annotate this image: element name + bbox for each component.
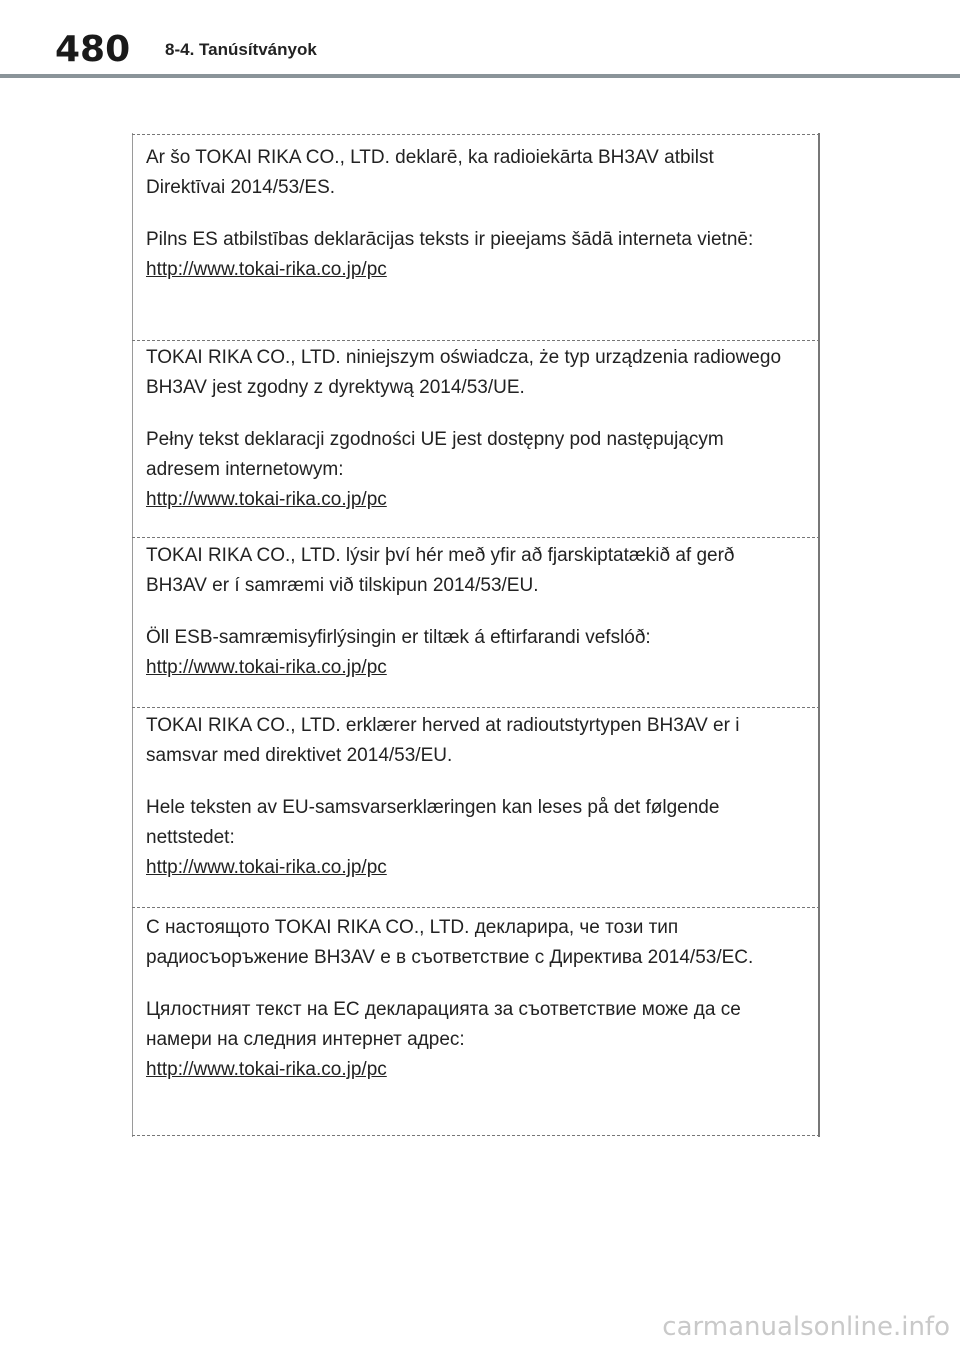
page-header: [0, 0, 960, 80]
panel-top-divider: [132, 134, 820, 135]
block-divider: [132, 707, 820, 708]
declaration-availability: Pilns ES atbilstības deklarācijas teksts ir pieejams šādā interneta vietnē:: [146, 229, 754, 250]
declaration-availability: Hele teksten av EU-samsvarserklæringen kan leses på det følgende nettstedet:: [146, 797, 720, 848]
declaration-block-no: [146, 711, 796, 883]
declaration-statement: Ar šo TOKAI RIKA CO., LTD. deklarē, ka radioiekārta BH3AV atbilst Direktīvai 2014/53/ES.: [146, 147, 714, 198]
declaration-url[interactable]: http://www.tokai-rika.co.jp/pc: [146, 657, 387, 678]
declaration-statement: TOKAI RIKA CO., LTD. erklærer herved at radioutstyrtypen BH3AV er i samsvar med direktivet 2014/53/EU.: [146, 715, 740, 766]
declaration-availability: Цялостният текст на ЕС декларацията за съответствие може да се намери на следния интернет адрес:: [146, 999, 741, 1050]
declaration-statement: С настоящото TOKAI RIKA CO., LTD. декларира, че този тип радиосъоръжение BH3AV е в съответствие с Директива 2014/53/ЕС.: [146, 917, 754, 968]
declaration-block-is: [146, 541, 796, 683]
declaration-panel: [132, 133, 820, 1137]
block-divider: [132, 537, 820, 538]
block-divider: [132, 907, 820, 908]
declaration-block-bg: [146, 913, 796, 1085]
declaration-statement: TOKAI RIKA CO., LTD. lýsir því hér með yfir að fjarskiptatækið af gerð BH3AV er í samræmi við tilskipun 2014/53/EU.: [146, 545, 735, 596]
panel-right-border: [818, 133, 820, 1137]
header-divider: [0, 74, 960, 78]
section-title: 8-4. Tanúsítványok: [165, 40, 317, 59]
panel-left-border: [132, 133, 133, 1137]
declaration-url[interactable]: http://www.tokai-rika.co.jp/pc: [146, 259, 387, 280]
site-watermark: carmanualsonline.info: [662, 1312, 950, 1342]
declaration-block-pl: [146, 343, 796, 515]
page-number: 480: [55, 29, 131, 70]
panel-bottom-divider: [132, 1135, 820, 1136]
declaration-availability: Pełny tekst deklaracji zgodności UE jest dostępny pod następującym adresem internetowym:: [146, 429, 724, 480]
declaration-url[interactable]: http://www.tokai-rika.co.jp/pc: [146, 489, 387, 510]
declaration-statement: TOKAI RIKA CO., LTD. niniejszym oświadcza, że typ urządzenia radiowego BH3AV jest zgodny z dyrektywą 2014/53/UE.: [146, 347, 782, 398]
declaration-url[interactable]: http://www.tokai-rika.co.jp/pc: [146, 857, 387, 878]
declaration-availability: Öll ESB-samræmisyfirlýsingin er tiltæk á eftirfarandi vefslóð:: [146, 627, 651, 648]
declaration-url[interactable]: http://www.tokai-rika.co.jp/pc: [146, 1059, 387, 1080]
declaration-block-lv: [146, 143, 796, 285]
block-divider: [132, 340, 820, 341]
